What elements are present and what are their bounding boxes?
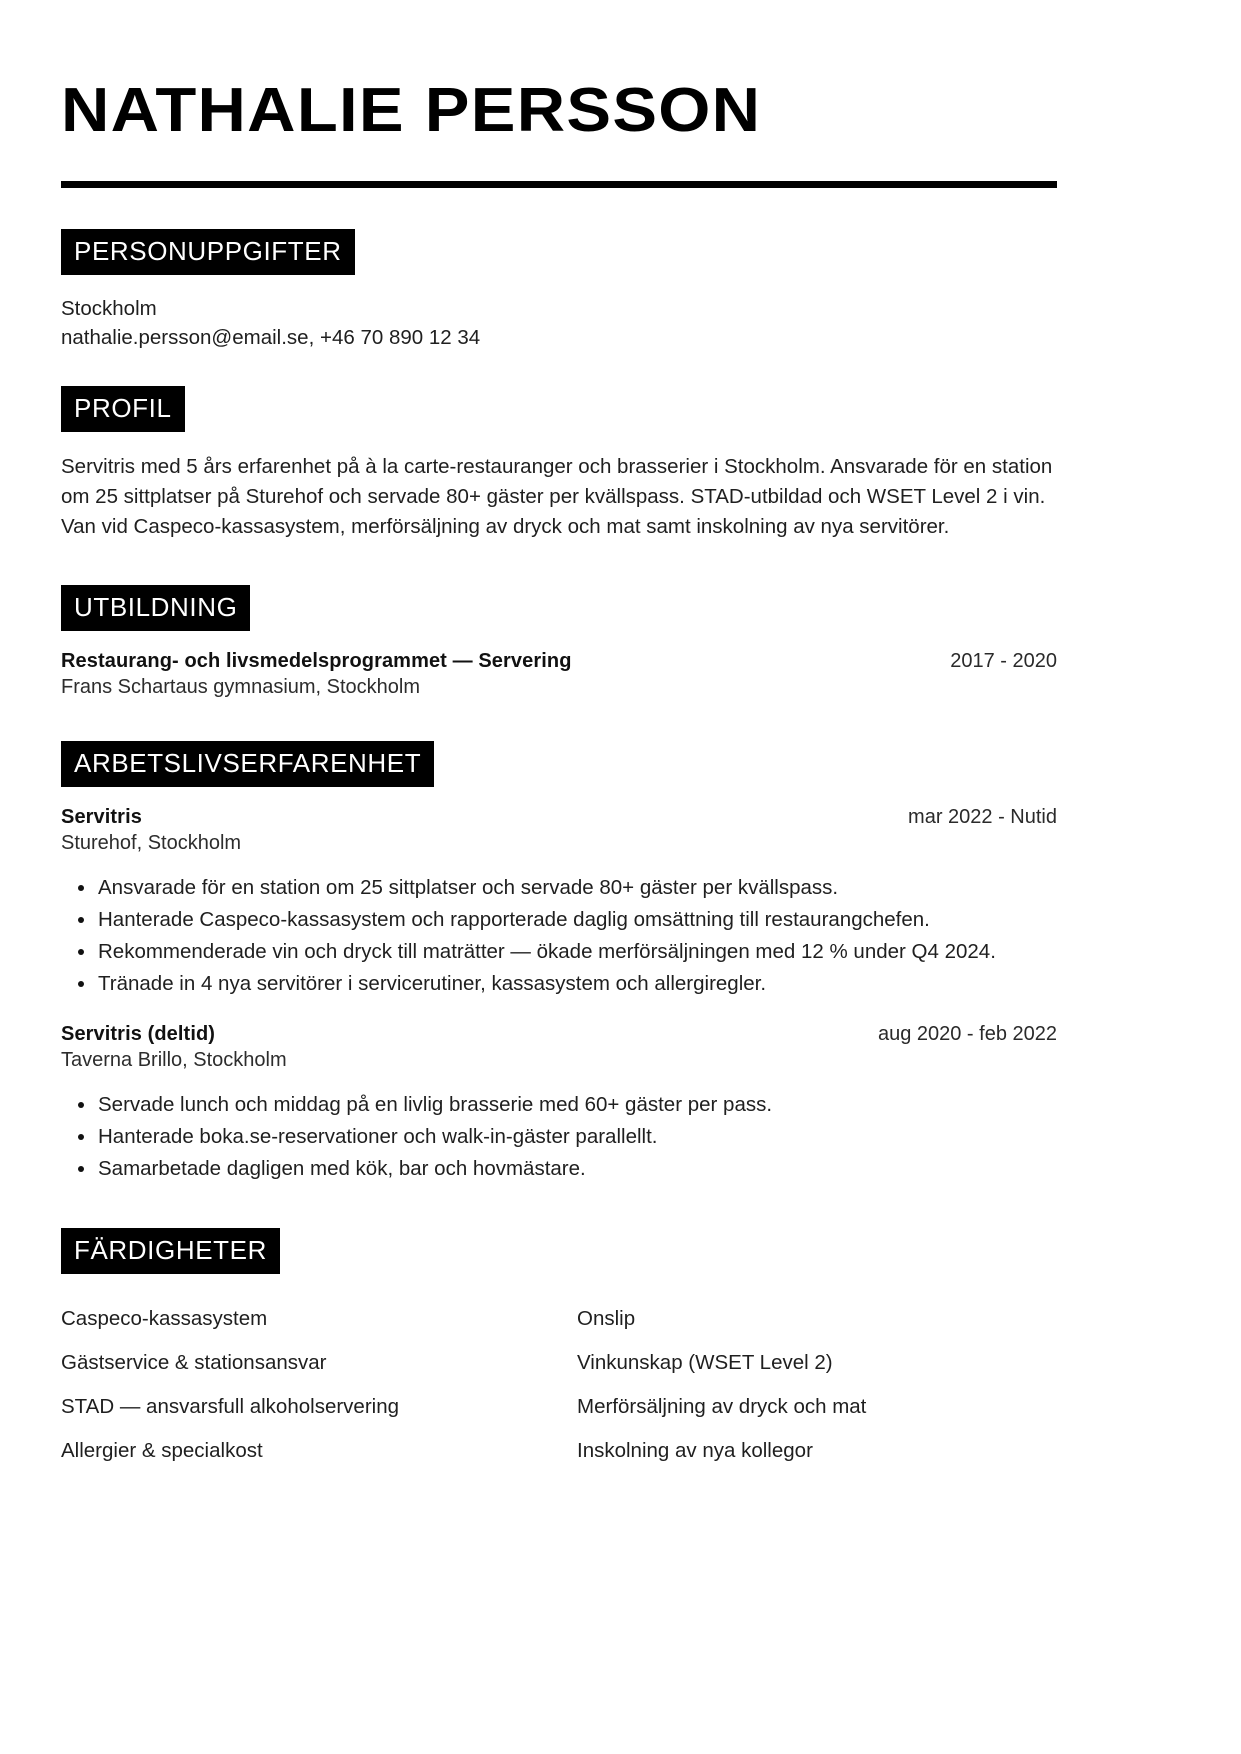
skill-item: STAD — ansvarsfull alkoholservering (61, 1395, 399, 1419)
experience-title: Servitris (deltid) (61, 1023, 216, 1046)
experience-entry-head (61, 806, 1057, 829)
section-profile (61, 386, 1053, 542)
section-skills (61, 1228, 1053, 1473)
list-item: Ansvarade för en station om 25 sittplatser och servade 80+ gäster per kvällspass. (98, 872, 1053, 903)
skill-item: Gästservice & stationsansvar (61, 1351, 327, 1375)
section-label-education: UTBILDNING (61, 585, 250, 631)
education-date: 2017 - 2020 (950, 650, 1057, 673)
education-entry-head (61, 650, 1057, 673)
skill-item: Vinkunskap (WSET Level 2) (577, 1351, 833, 1375)
experience-bullets (61, 1089, 1053, 1184)
section-label-experience: ARBETSLIVSERFARENHET (61, 741, 434, 787)
contact-location: Stockholm (61, 297, 157, 321)
skill-item: Onslip (577, 1307, 636, 1331)
contact-email-phone: nathalie.persson@email.se, +46 70 890 12 34 (61, 326, 481, 350)
experience-entry (61, 806, 1057, 999)
skill-item: Inskolning av nya kollegor (577, 1439, 813, 1463)
list-item: Samarbetade dagligen med kök, bar och hovmästare. (98, 1153, 1053, 1184)
list-item: Servade lunch och middag på en livlig brasserie med 60+ gäster per pass. (98, 1089, 1053, 1120)
list-item: Tränade in 4 nya servitörer i servicerutiner, kassasystem och allergiregler. (98, 968, 1053, 999)
section-label-personal: PERSONUPPGIFTER (61, 229, 355, 275)
resume-content (57, 76, 1057, 1473)
section-label-skills: FÄRDIGHETER (61, 1228, 280, 1274)
experience-employer: Sturehof, Stockholm (61, 832, 242, 855)
education-title: Restaurang- och livsmedelsprogrammet — Servering (61, 650, 572, 673)
experience-title: Servitris (61, 806, 142, 829)
list-item: Rekommenderade vin och dryck till maträtter — ökade merförsäljningen med 12 % under Q4 2024. (98, 936, 1053, 967)
experience-entry-head (61, 1023, 1057, 1046)
experience-bullets (61, 872, 1053, 999)
skill-item: Merförsäljning av dryck och mat (577, 1395, 867, 1419)
education-school: Frans Schartaus gymnasium, Stockholm (61, 676, 421, 699)
section-label-profile: PROFIL (61, 386, 185, 432)
experience-entry (61, 1023, 1057, 1184)
education-entry (61, 650, 1057, 699)
section-personal-details (61, 229, 1053, 352)
list-item: Hanterade boka.se-reservationer och walk-in-gäster parallellt. (98, 1121, 1053, 1152)
experience-date: aug 2020 - feb 2022 (877, 1023, 1057, 1046)
skill-item: Allergier & specialkost (61, 1439, 263, 1463)
skills-grid (61, 1297, 1053, 1473)
contact-block (61, 294, 1053, 352)
page-title: NATHALIE PERSSON (61, 76, 762, 145)
profile-summary: Servitris med 5 års erfarenhet på à la carte-restauranger och brasserier i Stockholm. Ansvarade för en station om 25 sittplatser på Sturehof och servade 80+ gäster per kvällspass. STAD-utbildad och WSET Level 2 i vin. Van vid Caspeco-kassasystem, merförsäljning av dryck och mat samt inskolning av nya servitörer. (61, 455, 1053, 539)
section-education (61, 585, 1057, 699)
section-experience (61, 741, 1057, 1184)
experience-employer: Taverna Brillo, Stockholm (61, 1049, 287, 1072)
skill-item: Caspeco-kassasystem (61, 1307, 268, 1331)
experience-date: mar 2022 - Nutid (908, 806, 1057, 829)
header-divider (61, 181, 1057, 188)
list-item: Hanterade Caspeco-kassasystem och rapporterade daglig omsättning till restaurangchefen. (98, 904, 1053, 935)
